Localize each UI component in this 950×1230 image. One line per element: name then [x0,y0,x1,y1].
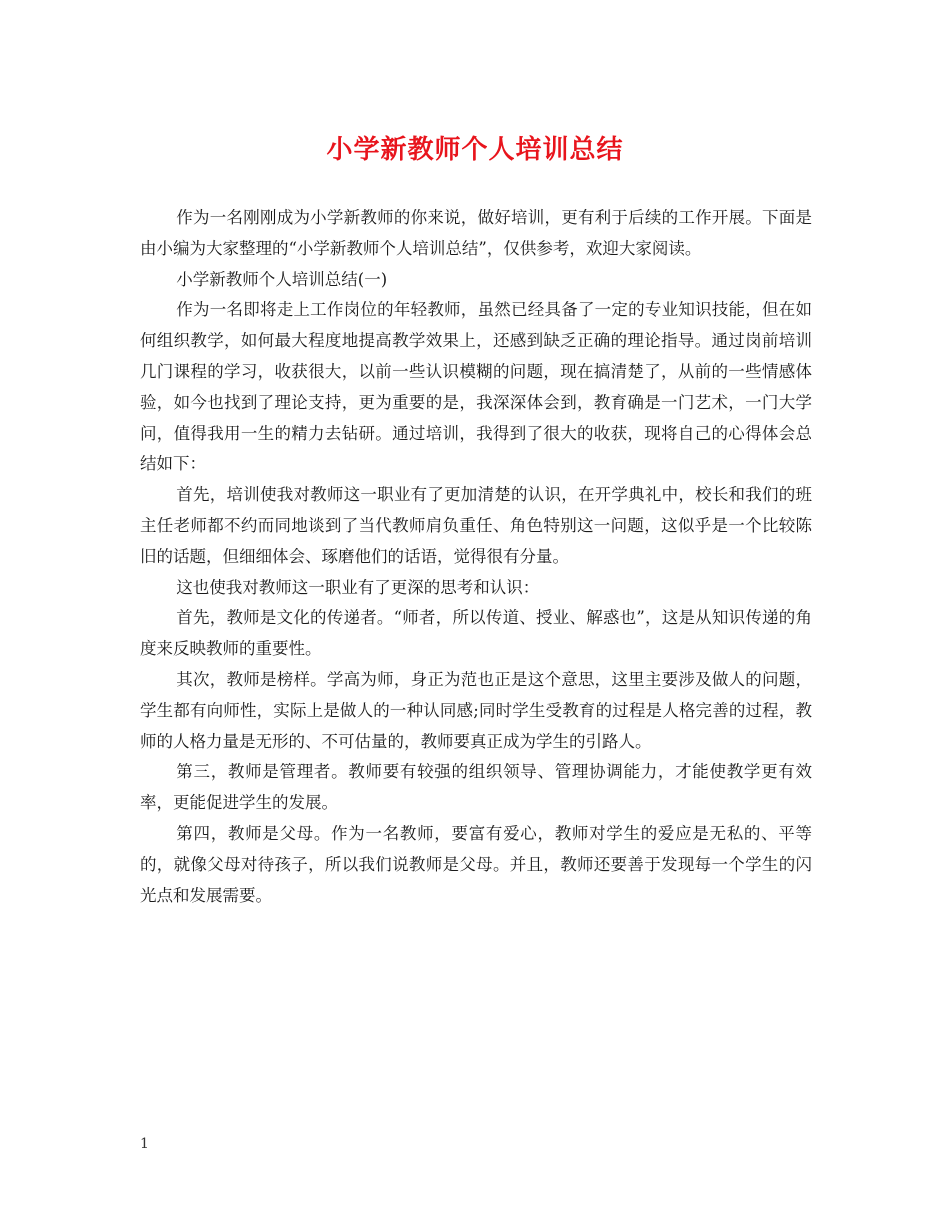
paragraph: 第三，教师是管理者。教师要有较强的组织领导、管理协调能力，才能使教学更有效率，更能促进学生的发展。 [140,762,812,813]
paragraph: 第四，教师是父母。作为一名教师，要富有爱心，教师对学生的爱应是无私的、平等的，就像父母对待孩子，所以我们说教师是父母。并且，教师还要善于发现每一个学生的闪光点和发展需要。 [140,823,812,905]
paragraph: 其次，教师是榜样。学高为师，身正为范也正是这个意思，这里主要涉及做人的问题，学生都有向师性，实际上是做人的一种认同感;同时学生受教育的过程是人格完善的过程，教师的人格力量是无形的、不可估量的，教师要真正成为学生的引路人。 [140,669,812,751]
paragraph: 作为一名即将走上工作岗位的年轻教师，虽然已经具备了一定的专业知识技能，但在如何组织教学，如何最大程度地提高教学效果上，还感到缺乏正确的理论指导。通过岗前培训几门课程的学习，收获很大，以前一些认识模糊的问题，现在搞清楚了，从前的一些情感体验，如今也找到了理论支持，更为重要的是，我深深体会到，教育确是一门艺术，一门大学问，值得我用一生的精力去钻研。通过培训，我得到了很大的收获，现将自己的心得体会总结如下： [140,300,812,474]
document-body [140,203,812,911]
document-title: 小学新教师个人培训总结 [326,135,624,165]
paragraph: 首先，培训使我对教师这一职业有了更加清楚的认识，在开学典礼中，校长和我们的班主任老师都不约而同地谈到了当代教师肩负重任、角色特别这一问题，这似乎是一个比较陈旧的话题，但细细体会、琢磨他们的话语，觉得很有分量。 [140,485,812,566]
page-number: 1 [140,1136,149,1152]
paragraph: 这也使我对教师这一职业有了更深的思考和认识： [176,577,540,597]
paragraph-intro: 作为一名刚刚成为小学新教师的你来说，做好培训，更有利于后续的工作开展。下面是由小编为大家整理的“小学新教师个人培训总结”，仅供参考，欢迎大家阅读。 [140,208,812,258]
paragraph: 首先，教师是文化的传递者。“师者，所以传道、授业、解惑也”，这是从知识传递的角度来反映教师的重要性。 [140,608,812,659]
section-heading: 小学新教师个人培训总结(一) [176,269,388,289]
